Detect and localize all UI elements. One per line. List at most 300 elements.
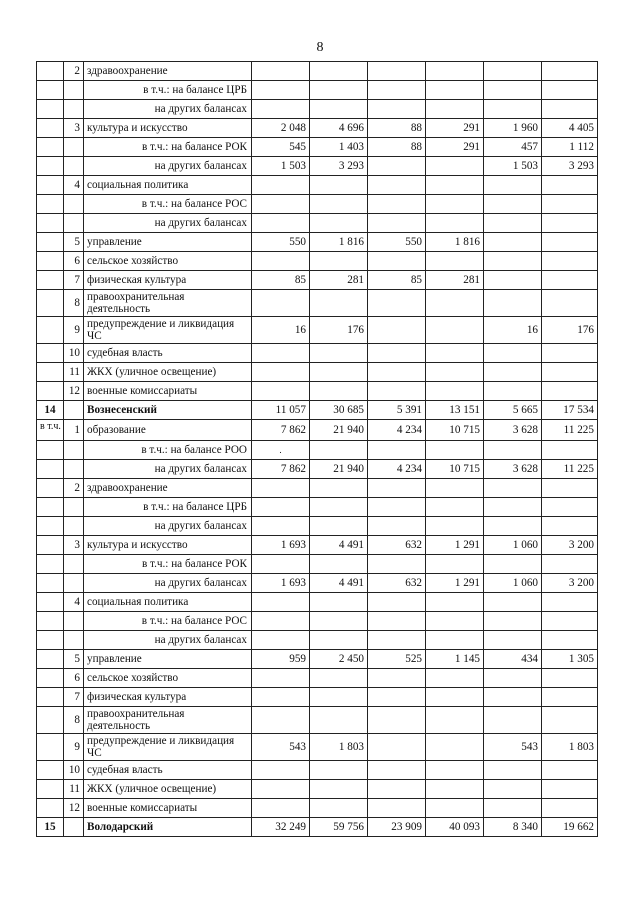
value-cell-5: [484, 688, 542, 707]
sub-item-label: в т.ч.: на балансе ЦРБ: [84, 81, 252, 100]
value-cell-5: 543: [484, 734, 542, 761]
value-cell-1: [252, 669, 310, 688]
value-cell-4: 1 816: [426, 233, 484, 252]
value-cell-3: 88: [368, 119, 426, 138]
empty-cell: [37, 460, 64, 479]
value-cell-1: [252, 252, 310, 271]
value-cell-5: [484, 517, 542, 536]
item-number: 10: [64, 761, 84, 780]
value-cell-6: [542, 631, 598, 650]
table-row: [37, 517, 598, 536]
value-cell-5: 1 060: [484, 536, 542, 555]
value-cell-3: [368, 62, 426, 81]
table-row: [37, 441, 598, 460]
empty-cell: [64, 100, 84, 119]
value-cell-2: 281: [310, 271, 368, 290]
value-cell-6: 17 534: [542, 401, 598, 420]
value-cell-3: 550: [368, 233, 426, 252]
value-cell-1: [252, 631, 310, 650]
empty-cell: [37, 195, 64, 214]
item-number: 5: [64, 650, 84, 669]
empty-cell: [37, 498, 64, 517]
empty-cell: [37, 363, 64, 382]
item-label: ЖКХ (уличное освещение): [84, 363, 252, 382]
value-cell-5: [484, 799, 542, 818]
value-cell-4: [426, 344, 484, 363]
empty-cell: [37, 271, 64, 290]
value-cell-5: 16: [484, 317, 542, 344]
item-number: 8: [64, 290, 84, 317]
table-row: [37, 382, 598, 401]
item-label: судебная власть: [84, 761, 252, 780]
empty-cell: [37, 290, 64, 317]
value-cell-1: [252, 761, 310, 780]
value-cell-3: [368, 688, 426, 707]
value-cell-1: [252, 688, 310, 707]
item-number: 2: [64, 479, 84, 498]
empty-cell: [64, 157, 84, 176]
item-label: здравоохранение: [84, 62, 252, 81]
value-cell-1: [252, 707, 310, 734]
value-cell-5: 1 060: [484, 574, 542, 593]
value-cell-2: 2 450: [310, 650, 368, 669]
value-cell-5: [484, 780, 542, 799]
empty-cell: [64, 401, 84, 420]
value-cell-1: 1 503: [252, 157, 310, 176]
table-row: [37, 252, 598, 271]
value-cell-6: [542, 176, 598, 195]
value-cell-4: [426, 612, 484, 631]
value-cell-2: 21 940: [310, 420, 368, 441]
empty-cell: [64, 612, 84, 631]
empty-cell: [37, 382, 64, 401]
table-row: [37, 81, 598, 100]
value-cell-6: [542, 555, 598, 574]
item-number: 9: [64, 317, 84, 344]
district-number: 15: [37, 818, 64, 837]
value-cell-1: [252, 780, 310, 799]
value-cell-5: [484, 593, 542, 612]
district-row: [37, 401, 598, 420]
value-cell-6: [542, 669, 598, 688]
value-cell-6: 11 225: [542, 420, 598, 441]
table-row: [37, 176, 598, 195]
value-cell-3: 4 234: [368, 420, 426, 441]
table-row: [37, 479, 598, 498]
value-cell-4: [426, 761, 484, 780]
sub-item-label: на других балансах: [84, 100, 252, 119]
value-cell-4: [426, 214, 484, 233]
item-number: 1: [64, 420, 84, 441]
district-name: Вознесенский: [84, 401, 252, 420]
value-cell-3: 23 909: [368, 818, 426, 837]
value-cell-3: 4 234: [368, 460, 426, 479]
value-cell-3: [368, 799, 426, 818]
value-cell-2: [310, 799, 368, 818]
table-row: [37, 612, 598, 631]
item-number: 4: [64, 593, 84, 612]
empty-cell: [64, 517, 84, 536]
item-label: физическая культура: [84, 271, 252, 290]
value-cell-3: [368, 317, 426, 344]
item-label: сельское хозяйство: [84, 669, 252, 688]
value-cell-5: [484, 271, 542, 290]
item-number: 6: [64, 669, 84, 688]
value-cell-2: [310, 195, 368, 214]
value-cell-4: [426, 441, 484, 460]
value-cell-6: [542, 363, 598, 382]
value-cell-6: [542, 612, 598, 631]
empty-cell: [64, 498, 84, 517]
value-cell-6: [542, 761, 598, 780]
value-cell-3: [368, 761, 426, 780]
value-cell-2: 176: [310, 317, 368, 344]
table-row: [37, 669, 598, 688]
value-cell-4: [426, 157, 484, 176]
value-cell-3: [368, 734, 426, 761]
value-cell-1: [252, 498, 310, 517]
item-label: здравоохранение: [84, 479, 252, 498]
empty-cell: [37, 780, 64, 799]
budget-table: [36, 61, 598, 837]
value-cell-3: [368, 612, 426, 631]
table-row: [37, 214, 598, 233]
value-cell-5: [484, 290, 542, 317]
value-cell-5: [484, 62, 542, 81]
value-cell-1: 1 693: [252, 574, 310, 593]
value-cell-5: [484, 233, 542, 252]
item-number: 12: [64, 799, 84, 818]
value-cell-1: [252, 799, 310, 818]
value-cell-3: [368, 382, 426, 401]
value-cell-6: [542, 441, 598, 460]
value-cell-4: 10 715: [426, 420, 484, 441]
table-row: [37, 707, 598, 734]
value-cell-2: [310, 290, 368, 317]
value-cell-3: [368, 669, 426, 688]
value-cell-1: 545: [252, 138, 310, 157]
table-row: [37, 555, 598, 574]
value-cell-6: 19 662: [542, 818, 598, 837]
table-row: [37, 799, 598, 818]
item-label: правоохранительная деятельность: [84, 707, 252, 734]
empty-cell: [64, 195, 84, 214]
value-cell-2: [310, 363, 368, 382]
empty-cell: [37, 138, 64, 157]
value-cell-5: 3 628: [484, 460, 542, 479]
value-cell-4: [426, 734, 484, 761]
value-cell-2: 30 685: [310, 401, 368, 420]
value-cell-1: [252, 81, 310, 100]
item-label: ЖКХ (уличное освещение): [84, 780, 252, 799]
sub-item-label: на других балансах: [84, 631, 252, 650]
value-cell-1: 7 862: [252, 460, 310, 479]
table-row: [37, 734, 598, 761]
table-row: [37, 138, 598, 157]
value-cell-3: 5 391: [368, 401, 426, 420]
district-row: [37, 818, 598, 837]
value-cell-1: 7 862: [252, 420, 310, 441]
item-number: 3: [64, 119, 84, 138]
empty-cell: [64, 631, 84, 650]
value-cell-5: [484, 252, 542, 271]
empty-cell: [37, 688, 64, 707]
value-cell-3: [368, 631, 426, 650]
value-cell-6: [542, 707, 598, 734]
value-cell-2: [310, 707, 368, 734]
value-cell-4: 1 145: [426, 650, 484, 669]
value-cell-4: [426, 176, 484, 195]
sub-item-label: на других балансах: [84, 214, 252, 233]
value-cell-2: [310, 214, 368, 233]
empty-cell: [37, 100, 64, 119]
value-cell-4: [426, 780, 484, 799]
value-cell-5: 5 665: [484, 401, 542, 420]
empty-cell: [37, 176, 64, 195]
empty-cell: [37, 214, 64, 233]
empty-cell: [64, 574, 84, 593]
value-cell-6: [542, 517, 598, 536]
sub-item-label: на других балансах: [84, 517, 252, 536]
table-row: [37, 780, 598, 799]
value-cell-4: [426, 195, 484, 214]
value-cell-3: [368, 100, 426, 119]
sub-item-label: в т.ч.: на балансе РОС: [84, 612, 252, 631]
value-cell-1: [252, 479, 310, 498]
value-cell-1: 16: [252, 317, 310, 344]
page-number: 8: [316, 40, 324, 55]
value-cell-5: [484, 176, 542, 195]
value-cell-5: 3 628: [484, 420, 542, 441]
value-cell-2: [310, 631, 368, 650]
item-number: 11: [64, 363, 84, 382]
value-cell-3: 632: [368, 574, 426, 593]
item-label: судебная власть: [84, 344, 252, 363]
item-number: 6: [64, 252, 84, 271]
item-label: предупреждение и ликвидация ЧС: [84, 734, 252, 761]
table-row: [37, 290, 598, 317]
value-cell-2: [310, 688, 368, 707]
empty-cell: [64, 555, 84, 574]
empty-cell: [37, 62, 64, 81]
value-cell-2: [310, 81, 368, 100]
stray-mark: .: [279, 445, 282, 455]
sub-item-label: в т.ч.: на балансе РОК: [84, 138, 252, 157]
district-number: 14: [37, 401, 64, 420]
item-label: военные комиссариаты: [84, 382, 252, 401]
empty-cell: [37, 650, 64, 669]
sub-item-label: на других балансах: [84, 574, 252, 593]
value-cell-2: 1 816: [310, 233, 368, 252]
sub-item-label: на других балансах: [84, 157, 252, 176]
table-row: [37, 536, 598, 555]
value-cell-2: 4 491: [310, 536, 368, 555]
value-cell-1: 959: [252, 650, 310, 669]
table-row: [37, 593, 598, 612]
table-row: [37, 650, 598, 669]
value-cell-1: 1 693: [252, 536, 310, 555]
item-label: военные комиссариаты: [84, 799, 252, 818]
value-cell-2: 59 756: [310, 818, 368, 837]
table-row: [37, 233, 598, 252]
value-cell-5: [484, 441, 542, 460]
value-cell-3: [368, 517, 426, 536]
value-cell-3: [368, 707, 426, 734]
empty-cell: [37, 593, 64, 612]
value-cell-3: [368, 441, 426, 460]
item-number: 12: [64, 382, 84, 401]
table-row: [37, 195, 598, 214]
value-cell-2: [310, 62, 368, 81]
value-cell-2: [310, 612, 368, 631]
value-cell-4: [426, 363, 484, 382]
empty-cell: [37, 707, 64, 734]
value-cell-4: [426, 290, 484, 317]
value-cell-2: 4 696: [310, 119, 368, 138]
value-cell-5: [484, 707, 542, 734]
value-cell-1: 550: [252, 233, 310, 252]
item-label: предупреждение и ликвидация ЧС: [84, 317, 252, 344]
value-cell-2: 3 293: [310, 157, 368, 176]
empty-cell: [37, 479, 64, 498]
item-number: 3: [64, 536, 84, 555]
table-row: [37, 460, 598, 479]
value-cell-1: 11 057: [252, 401, 310, 420]
value-cell-3: 632: [368, 536, 426, 555]
value-cell-6: [542, 780, 598, 799]
table-row: [37, 157, 598, 176]
table-row: [37, 631, 598, 650]
inclusive-marker: в т.ч.: [37, 420, 64, 441]
value-cell-3: [368, 157, 426, 176]
value-cell-2: [310, 176, 368, 195]
value-cell-2: [310, 344, 368, 363]
empty-cell: [37, 517, 64, 536]
value-cell-6: [542, 214, 598, 233]
value-cell-5: [484, 631, 542, 650]
value-cell-6: [542, 252, 598, 271]
value-cell-5: 434: [484, 650, 542, 669]
value-cell-3: [368, 344, 426, 363]
value-cell-3: [368, 498, 426, 517]
value-cell-1: 85: [252, 271, 310, 290]
value-cell-1: [252, 363, 310, 382]
value-cell-5: 8 340: [484, 818, 542, 837]
value-cell-4: 40 093: [426, 818, 484, 837]
value-cell-5: [484, 344, 542, 363]
value-cell-3: [368, 555, 426, 574]
value-cell-5: 1 960: [484, 119, 542, 138]
value-cell-2: [310, 517, 368, 536]
value-cell-6: [542, 81, 598, 100]
value-cell-1: 32 249: [252, 818, 310, 837]
value-cell-6: [542, 498, 598, 517]
value-cell-1: [252, 290, 310, 317]
sub-item-label: в т.ч.: на балансе РОК: [84, 555, 252, 574]
value-cell-3: [368, 81, 426, 100]
value-cell-4: [426, 252, 484, 271]
value-cell-2: [310, 780, 368, 799]
value-cell-5: [484, 761, 542, 780]
value-cell-6: 3 200: [542, 574, 598, 593]
sub-item-label: в т.ч.: на балансе РОО: [84, 441, 252, 460]
value-cell-1: [252, 100, 310, 119]
table-row: [37, 363, 598, 382]
value-cell-2: 1 803: [310, 734, 368, 761]
item-number: 9: [64, 734, 84, 761]
table-row: [37, 761, 598, 780]
value-cell-2: 21 940: [310, 460, 368, 479]
value-cell-4: [426, 631, 484, 650]
empty-cell: [64, 81, 84, 100]
value-cell-6: [542, 688, 598, 707]
item-label: правоохранительная деятельность: [84, 290, 252, 317]
value-cell-6: 4 405: [542, 119, 598, 138]
empty-cell: [64, 138, 84, 157]
value-cell-2: [310, 252, 368, 271]
value-cell-6: 1 305: [542, 650, 598, 669]
value-cell-3: [368, 593, 426, 612]
value-cell-5: [484, 669, 542, 688]
sub-item-label: на других балансах: [84, 460, 252, 479]
value-cell-4: 13 151: [426, 401, 484, 420]
value-cell-6: [542, 344, 598, 363]
value-cell-4: [426, 517, 484, 536]
empty-cell: [37, 317, 64, 344]
value-cell-1: [252, 593, 310, 612]
value-cell-4: 291: [426, 138, 484, 157]
value-cell-6: [542, 233, 598, 252]
empty-cell: [37, 574, 64, 593]
value-cell-2: [310, 761, 368, 780]
table-row: [37, 498, 598, 517]
table-row: [37, 100, 598, 119]
empty-cell: [37, 799, 64, 818]
value-cell-1: [252, 441, 310, 460]
value-cell-1: [252, 195, 310, 214]
value-cell-4: [426, 555, 484, 574]
value-cell-1: [252, 176, 310, 195]
value-cell-6: 176: [542, 317, 598, 344]
item-label: социальная политика: [84, 176, 252, 195]
empty-cell: [37, 119, 64, 138]
value-cell-2: [310, 479, 368, 498]
table-row: [37, 688, 598, 707]
item-number: 4: [64, 176, 84, 195]
value-cell-4: [426, 688, 484, 707]
value-cell-3: [368, 290, 426, 317]
empty-cell: [37, 536, 64, 555]
empty-cell: [37, 669, 64, 688]
table-row: [37, 119, 598, 138]
value-cell-4: [426, 707, 484, 734]
value-cell-6: [542, 100, 598, 119]
value-cell-1: [252, 344, 310, 363]
empty-cell: [37, 555, 64, 574]
district-name: Володарский: [84, 818, 252, 837]
value-cell-4: 291: [426, 119, 484, 138]
value-cell-2: [310, 555, 368, 574]
value-cell-6: 1 803: [542, 734, 598, 761]
value-cell-4: 10 715: [426, 460, 484, 479]
value-cell-1: [252, 517, 310, 536]
value-cell-2: 4 491: [310, 574, 368, 593]
item-label: сельское хозяйство: [84, 252, 252, 271]
value-cell-4: 281: [426, 271, 484, 290]
item-number: 2: [64, 62, 84, 81]
table-row: [37, 62, 598, 81]
sub-item-label: в т.ч.: на балансе РОС: [84, 195, 252, 214]
